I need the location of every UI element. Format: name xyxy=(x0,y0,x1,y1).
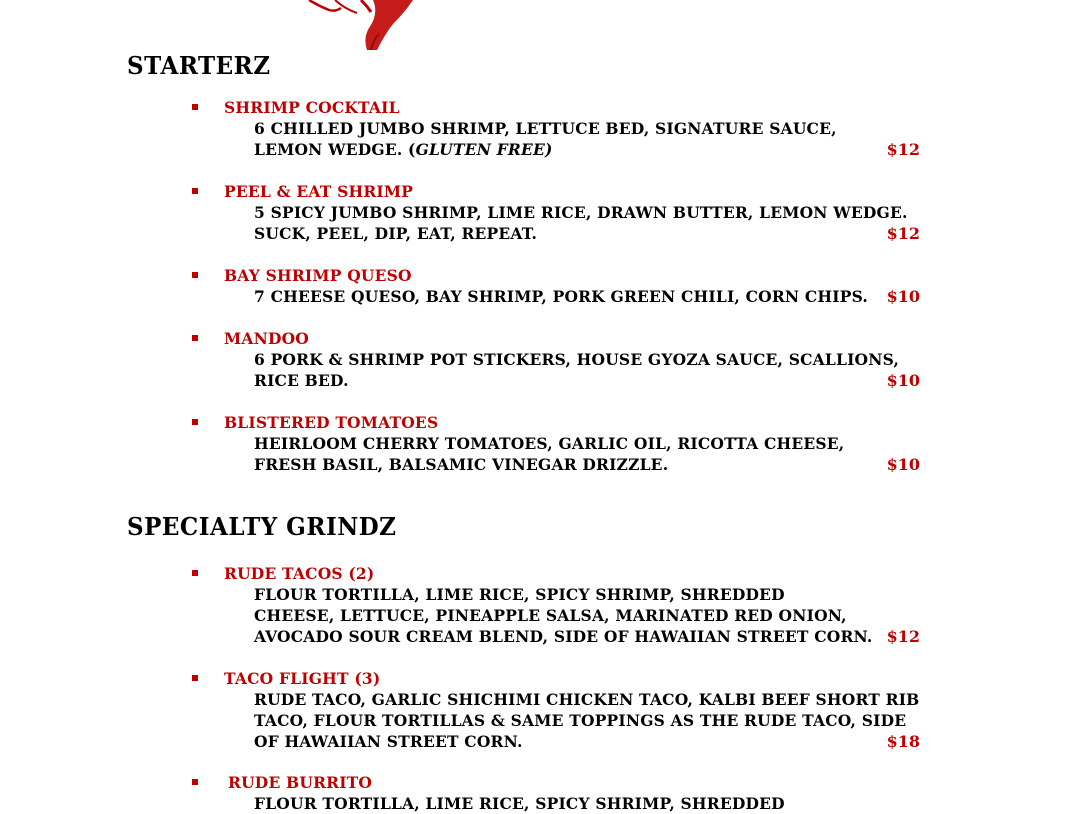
section-title-starterz: STARTERZ xyxy=(127,52,271,81)
item-description-line: FLOUR TORTILLA, LIME RICE, SPICY SHRIMP, SHREDDED xyxy=(254,585,785,604)
item-description xyxy=(254,689,919,752)
item-description xyxy=(254,118,837,160)
item-description-text: LEMON WEDGE. ( xyxy=(254,140,416,159)
bullet-icon xyxy=(192,272,198,278)
bullet-icon xyxy=(192,188,198,194)
item-name: TACO FLIGHT (3) xyxy=(224,669,381,688)
item-price: $10 xyxy=(886,287,920,306)
bullet-icon xyxy=(192,675,198,681)
item-description-line: 7 CHEESE QUESO, BAY SHRIMP, PORK GREEN CHILI, CORN CHIPS. xyxy=(254,287,869,306)
bullet-icon xyxy=(192,335,198,341)
item-name: SHRIMP COCKTAIL xyxy=(224,98,400,117)
item-description xyxy=(254,286,868,307)
item-name: BLISTERED TOMATOES xyxy=(224,413,439,432)
item-description-line: OF HAWAIIAN STREET CORN. xyxy=(254,732,523,751)
item-price: $10 xyxy=(886,371,920,390)
item-description-line: SUCK, PEEL, DIP, EAT, REPEAT. xyxy=(254,224,538,243)
item-description xyxy=(254,349,899,391)
item-description-line: RUDE TACO, GARLIC SHICHIMI CHICKEN TACO, KALBI BEEF SHORT RIB xyxy=(254,690,920,709)
dietary-note: GLUTEN FREE) xyxy=(415,140,553,159)
item-description xyxy=(254,584,873,647)
item-description-line xyxy=(254,139,837,160)
bullet-icon xyxy=(192,779,198,785)
item-price: $12 xyxy=(886,224,920,243)
item-description-line: 6 PORK & SHRIMP POT STICKERS, HOUSE GYOZA SAUCE, SCALLIONS, xyxy=(254,350,900,369)
item-name: RUDE BURRITO xyxy=(228,773,373,792)
logo xyxy=(123,0,423,50)
item-price: $12 xyxy=(886,140,920,159)
item-description-line: TACO, FLOUR TORTILLAS & SAME TOPPINGS AS THE RUDE TACO, SIDE xyxy=(254,711,907,730)
item-price: $18 xyxy=(886,732,920,751)
section-title-specialty-grindz: SPECIALTY GRINDZ xyxy=(127,513,397,542)
bullet-icon xyxy=(192,570,198,576)
item-description-line: AVOCADO SOUR CREAM BLEND, SIDE OF HAWAIIAN STREET CORN. xyxy=(254,627,873,646)
item-price: $10 xyxy=(886,455,920,474)
item-description xyxy=(254,433,844,475)
item-description-line: 5 SPICY JUMBO SHRIMP, LIME RICE, DRAWN BUTTER, LEMON WEDGE. xyxy=(254,203,908,222)
item-price: $12 xyxy=(886,627,920,646)
item-name: MANDOO xyxy=(224,329,309,348)
item-description-line: HEIRLOOM CHERRY TOMATOES, GARLIC OIL, RICOTTA CHEESE, xyxy=(254,434,845,453)
item-name: RUDE TACOS (2) xyxy=(224,564,375,583)
item-name: BAY SHRIMP QUESO xyxy=(224,266,412,285)
lobster-claw-icon xyxy=(123,0,423,50)
bullet-icon xyxy=(192,104,198,110)
item-description-line: FRESH BASIL, BALSAMIC VINEGAR DRIZZLE. xyxy=(254,455,669,474)
item-description-line: CHEESE, LETTUCE, PINEAPPLE SALSA, MARINATED RED ONION, xyxy=(254,606,847,625)
item-description xyxy=(254,793,785,814)
item-description-line: 6 CHILLED JUMBO SHRIMP, LETTUCE BED, SIGNATURE SAUCE, xyxy=(254,119,837,138)
item-description-line: RICE BED. xyxy=(254,371,349,390)
item-description-line: FLOUR TORTILLA, LIME RICE, SPICY SHRIMP, SHREDDED xyxy=(254,794,785,813)
item-name: PEEL & EAT SHRIMP xyxy=(224,182,414,201)
bullet-icon xyxy=(192,419,198,425)
item-description xyxy=(254,202,908,244)
